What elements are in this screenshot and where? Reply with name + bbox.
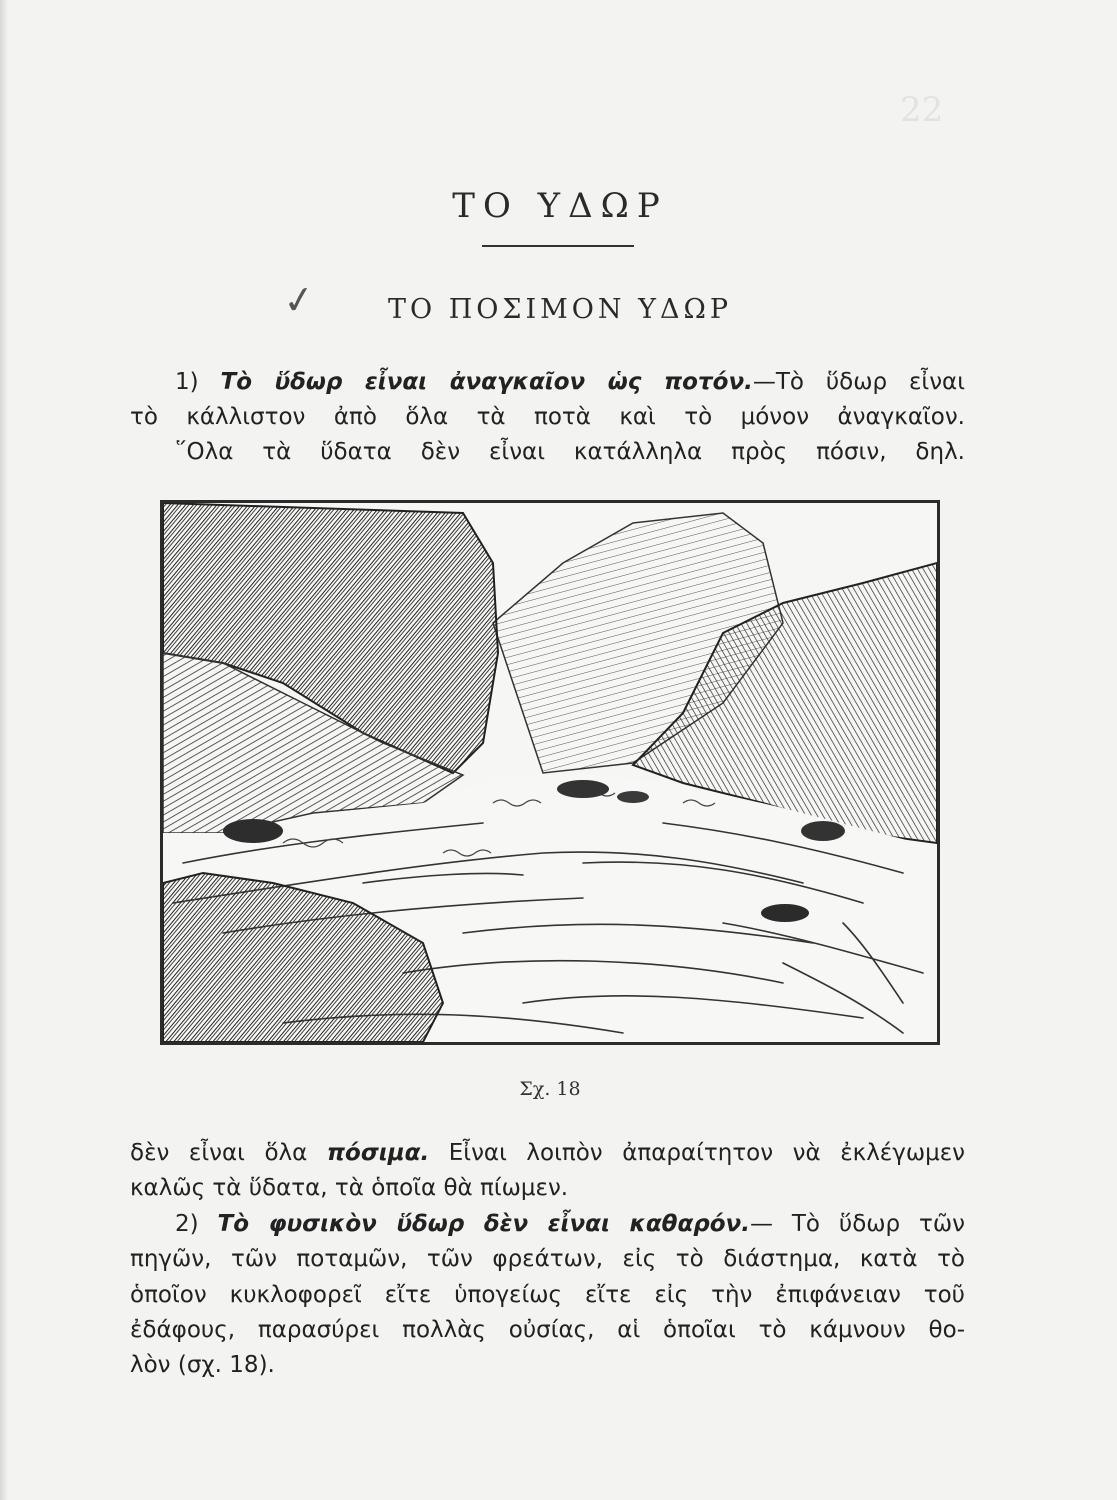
paragraph-1-line-3: ῞Ολα τὰ ὕδατα δὲν εἶναι κατάλληλα πρὸς πόσιν, δηλ. — [175, 439, 965, 465]
section-title: ΤΟ ΠΟΣΙΜΟΝ ΥΔΩΡ — [387, 294, 733, 325]
continuation-line-2: καλῶς τὰ ὕδατα, τὰ ὁποῖα θὰ πίωμεν. — [130, 1175, 569, 1201]
continuation-line-1-end: Εἶναι λοιπὸν ἀπαραίτητον νὰ ἐκλέγωμεν — [448, 1140, 966, 1166]
paragraph-1-line-1-rest: —Τὸ ὕδωρ εἶναι — [752, 369, 965, 395]
paragraph-1-heading: Τὸ ὕδωρ εἶναι ἀναγκαῖον ὡς ποτόν. — [220, 369, 753, 395]
paragraph-2-heading: Τὸ φυσικὸν ὕδωρ δὲν εἶναι καθαρόν. — [217, 1211, 750, 1237]
paragraph-2-line-1 — [175, 1206, 965, 1242]
paragraph-2-line-5: λὸν (σχ. 18). — [130, 1352, 275, 1378]
river-gorge-illustration — [160, 500, 940, 1045]
bleed-through-page-number: 22 — [900, 90, 944, 130]
paragraph-2-line-3: ὁποῖον κυκλοφορεῖ εἴτε ὑπογείως εἴτε εἰς τὴν ἐπιφάνειαν τοῦ — [130, 1282, 965, 1308]
figure-caption: Σχ. 18 — [519, 1078, 581, 1100]
emphasis-potable: πόσιμα. — [326, 1140, 430, 1166]
page-edge — [0, 0, 8, 1500]
continuation-line-1-start: δὲν εἶναι ὅλα — [130, 1140, 308, 1166]
chapter-title: ΤΟ ΥΔΩΡ — [452, 186, 668, 226]
paragraph-2-line-1-rest: — Τὸ ὕδωρ τῶν — [749, 1211, 966, 1237]
paragraph-1-line-1 — [175, 364, 965, 400]
continuation-line-1 — [130, 1135, 965, 1171]
paragraph-1-number: 1) — [175, 369, 199, 395]
title-rule — [482, 245, 634, 247]
paragraph-1-line-2: τὸ κάλλιστον ἀπὸ ὅλα τὰ ποτὰ καὶ τὸ μόνον ἀναγκαῖον. — [130, 404, 965, 430]
handwritten-mark: ✓ — [280, 275, 318, 325]
paragraph-2-line-4: ἐδάφους, παρασύρει πολλὰς οὐσίας, αἱ ὁποῖαι τὸ κάμνουν θο- — [130, 1317, 965, 1343]
paragraph-2-number: 2) — [175, 1211, 199, 1237]
paragraph-2-line-2: πηγῶν, τῶν ποταμῶν, τῶν φρεάτων, εἰς τὸ διάστημα, κατὰ τὸ — [130, 1246, 965, 1272]
